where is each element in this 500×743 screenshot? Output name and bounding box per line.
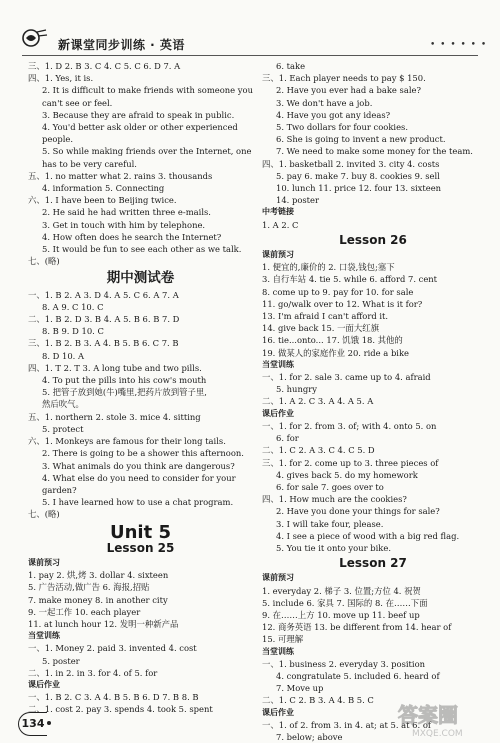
answer-line: 四、1. How much are the cookies?: [262, 494, 407, 505]
subsection-label: 当堂训练: [28, 631, 60, 641]
subsection-label: 课后作业: [262, 707, 294, 717]
answer-line-indented: 7. Move up: [276, 683, 324, 694]
answer-line: 1. 便宜的,廉价的 2. 口袋,钱包;塞下: [262, 262, 395, 273]
answer-line-indented: 3. What animals do you think are dangerous?: [42, 460, 235, 471]
answer-line: 11. go/walk over to 12. What is it for?: [262, 298, 423, 309]
answer-line: 1. A 2. C: [262, 219, 299, 230]
answer-line: 一、1. for 2. from 3. of; with 4. onto 5. on: [262, 420, 437, 431]
answer-line-indented: 然后吹气。: [42, 399, 84, 410]
answer-line: 六、1. I have been to Beijing twice.: [28, 195, 177, 206]
answer-line-indented: 8. A 9. C 10. C: [42, 301, 104, 312]
answer-line: 七、(略): [28, 509, 60, 520]
answer-line: 1. pay 2. 烘,烤 3. dollar 4. sixteen: [28, 570, 169, 581]
answer-line-indented: 4. To put the pills into his cow's mouth: [42, 375, 207, 386]
answer-line: 一、1. of 2. from 3. in 4. at; at 5. at 6. of: [262, 719, 431, 730]
answer-line: 三、1. Each player needs to pay $ 150.: [262, 73, 426, 84]
subsection-label: 课后作业: [262, 408, 294, 418]
answer-line: 1. everyday 2. 梯子 3. 位置;方位 4. 祝贺: [262, 585, 421, 596]
answer-line: 一、1. B 2. C 3. A 4. B 5. B 6. D 7. B 8. B: [28, 692, 199, 703]
answer-line-indented: 3. I will take four, please.: [276, 518, 384, 529]
subsection-label: 课前预习: [262, 573, 294, 583]
answer-line-indented: 4. What else do you need to consider for your: [42, 472, 236, 483]
answer-line-indented: people.: [42, 134, 74, 145]
answer-line: 二、1. in 2. in 3. for 4. of 5. for: [28, 667, 158, 678]
answer-line: 9. 在……上方 10. move up 11. beef up: [262, 609, 420, 620]
unit-title: Unit 5: [110, 521, 171, 543]
answer-line-indented: garden?: [42, 484, 77, 495]
answer-line: 四、1. T 2. T 3. A long tube and two pills.: [28, 362, 202, 373]
right-column: [262, 60, 484, 743]
answer-line: 7. make money 8. in another city: [28, 594, 168, 605]
answer-line: 五、1. no matter what 2. rains 3. thousands: [28, 170, 213, 181]
answer-line-indented: 4. I see a piece of wood with a big red flag.: [276, 530, 460, 541]
answer-line: 3. 自行车站 4. tie 5. while 6. afford 7. cent: [262, 274, 438, 285]
header-dots: • • • • • •: [430, 40, 488, 50]
answer-line: 七、(略): [28, 256, 60, 267]
answer-line: 15. 可理解: [262, 634, 304, 645]
answer-line-indented: 5. So while making friends over the Internet, one: [42, 146, 252, 157]
answer-line-indented: 6. take: [276, 61, 306, 71]
answer-line-indented: 3. Get in touch with him by telephone.: [42, 219, 206, 230]
answer-line: 五、1. northern 2. stole 3. mice 4. sitting: [28, 411, 201, 422]
answer-line-indented: 5. hungry: [276, 384, 317, 395]
page-header: [0, 0, 500, 52]
page-number-dot: [47, 721, 51, 725]
answer-line-indented: 4. information 5. Connecting: [42, 183, 165, 194]
answer-line-indented: 3. We don't have a job.: [276, 97, 373, 108]
answer-line: 8. come up to 9. pay for 10. for sale: [262, 286, 414, 297]
answer-line: 5. 广告活动,做广告 6. 海报,招贴: [28, 582, 150, 593]
section-title: 期中测试卷: [106, 270, 175, 287]
answer-line: 12. 商务英语 13. be different from 14. hear of: [262, 622, 452, 633]
answer-line: 16. tie...onto... 17. 饥饿 18. 其他的: [262, 335, 403, 346]
page-number: 134: [18, 712, 47, 736]
answer-line: 二、1. B 2. D 3. B 4. A 5. B 6. B 7. D: [28, 314, 180, 325]
subsection-label: 课后作业: [28, 679, 60, 689]
answer-line-indented: 5. It would be fun to see each other as we talk.: [42, 244, 242, 255]
answer-line: 一、1. Money 2. paid 3. invented 4. cost: [28, 643, 197, 654]
lesson-title: Lesson 27: [339, 556, 407, 571]
answer-line-indented: 8. D 10. A: [42, 350, 85, 361]
answer-line-indented: 6. for sale 7. goes over to: [276, 481, 384, 492]
answer-line: 一、1. for 2. sale 3. came up to 4. afraid: [262, 372, 431, 383]
answer-line-indented: 3. Because they are afraid to speak in public.: [42, 109, 235, 120]
answer-line-indented: 4. gives back 5. do my homework: [276, 469, 418, 480]
answer-line-indented: 5. I have learned how to use a chat program.: [42, 497, 234, 508]
answer-line: 5. include 6. 家具 7. 国际的 8. 在……下面: [262, 597, 428, 608]
answer-line-indented: 7. below; above: [276, 731, 343, 742]
answer-line-indented: 10. lunch 11. price 12. four 13. sixteen: [276, 183, 442, 194]
answer-line: 六、1. Monkeys are famous for their long tails.: [28, 436, 226, 447]
answer-line: 二、1. A 2. C 3. A 4. A 5. A: [262, 396, 374, 407]
header-title: 新课堂同步训练 · 英语: [58, 38, 185, 52]
answer-line-indented: 2. Have you done your things for sale?: [276, 506, 440, 517]
answer-line-indented: 5. poster: [42, 655, 80, 666]
header-divider: [22, 55, 478, 56]
answer-line: 二、1. C 2. B 3. A 4. B 5. C: [262, 695, 374, 706]
answer-line-indented: 4. You'd better ask older or other experienced: [42, 122, 238, 133]
answer-line: 三、1. D 2. B 3. C 4. C 5. C 6. D 7. A: [28, 61, 181, 71]
answer-line-indented: 2. It is difficult to make friends with someone you: [42, 85, 253, 96]
answer-line-indented: 4. congratulate 5. included 6. heard of: [276, 670, 440, 681]
answer-line: 三、1. for 2. come up to 3. three pieces of: [262, 457, 439, 468]
subsection-label: 当堂训练: [262, 646, 294, 656]
answer-line: 四、1. Yes, it is.: [28, 73, 94, 84]
svg-text:答案圈: 答案圈: [398, 703, 458, 727]
answer-line: 三、1. B 2. B 3. A 4. B 5. B 6. C 7. B: [28, 338, 179, 349]
left-column: [28, 60, 253, 716]
subsection-label: 课前预习: [262, 250, 294, 260]
answer-line-indented: 2. He said he had written three e-mails.: [42, 207, 211, 218]
answer-line-indented: 5. pay 6. make 7. buy 8. cookies 9. sell: [276, 170, 440, 181]
svg-text:MXQE.COM: MXQE.COM: [412, 729, 463, 739]
subsection-label: 中考链接: [262, 207, 294, 217]
answer-line: 二、1. cost 2. pay 3. spends 4. took 5. spent: [28, 704, 213, 715]
answer-line: 二、1. C 2. A 3. C 4. C 5. D: [262, 445, 375, 456]
answer-line: 19. 做某人的家庭作业 20. ride a bike: [262, 347, 410, 358]
answer-line-indented: 8. B 9. D 10. C: [42, 326, 104, 337]
answer-line-indented: 6. She is going to invent a new product.: [276, 134, 446, 145]
answer-line: 9. 一起工作 10. each player: [28, 606, 141, 617]
answer-line-indented: 4. Have you got any ideas?: [276, 109, 391, 120]
answer-line: 13. I'm afraid I can't afford it.: [262, 311, 389, 322]
answer-line-indented: 5. Two dollars for four cookies.: [276, 122, 408, 133]
answer-line-indented: can't see or feel.: [42, 97, 113, 108]
answer-line-indented: 6. for: [276, 433, 299, 444]
answer-line: 14. give back 15. 一面大红旗: [262, 323, 380, 334]
answer-line: 11. at lunch hour 12. 发明一种新产品: [28, 618, 179, 629]
answer-line-indented: 5. 把管子放到她(牛)嘴里,把药片放到管子里,: [42, 387, 207, 398]
answer-line-indented: 5. You tie it onto your bike.: [276, 542, 391, 553]
answer-line-indented: 7. We need to make some money for the team.: [276, 146, 473, 157]
answer-line-indented: 5. protect: [42, 423, 84, 434]
answer-line: 一、1. B 2. A 3. D 4. A 5. C 6. A 7. A: [28, 289, 179, 300]
answer-line-indented: 2. Have you ever had a bake sale?: [276, 85, 421, 96]
lesson-title: Lesson 26: [339, 232, 407, 247]
answer-line: 四、1. basketball 2. invited 3. city 4. costs: [262, 158, 440, 169]
answer-line: 一、1. business 2. everyday 3. position: [262, 658, 426, 669]
answer-line-indented: has to be very careful.: [42, 158, 137, 169]
answer-line-indented: 4. How often does he search the Internet?: [42, 231, 222, 242]
subsection-label: 课前预习: [28, 557, 60, 567]
watermark-logo-icon: [392, 698, 492, 740]
subsection-label: 当堂训练: [262, 359, 294, 369]
answer-line-indented: 2. There is going to be a shower this afternoon.: [42, 448, 244, 459]
lesson-title: Lesson 25: [106, 540, 175, 555]
book-logo-icon: [22, 28, 48, 48]
answer-line-indented: 14. poster: [276, 195, 320, 206]
